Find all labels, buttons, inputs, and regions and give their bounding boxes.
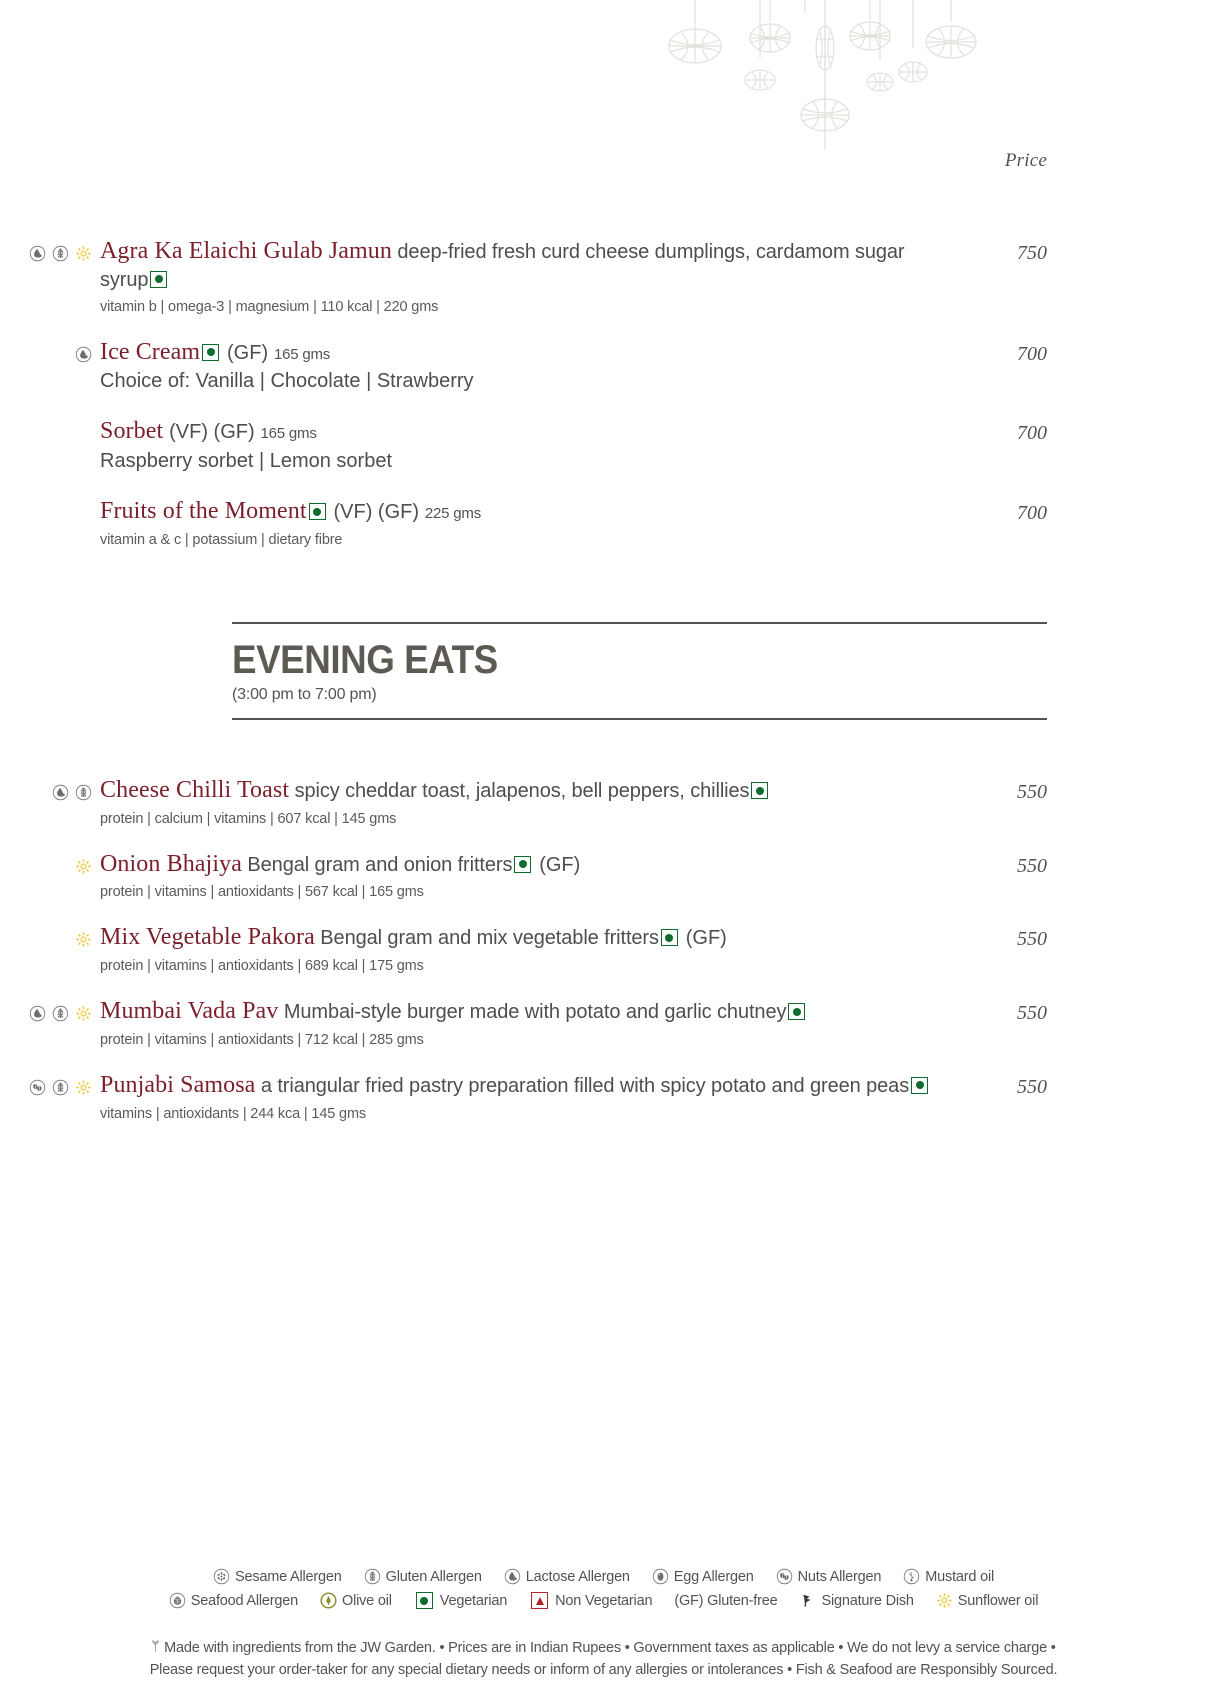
allergen-legend <box>0 1568 1207 1616</box>
menu-item-body <box>100 775 957 827</box>
dish-name: Punjabi Samosa <box>100 1071 256 1098</box>
dish-name: Onion Bhajiya <box>100 850 242 877</box>
legend-label: Sesame Allergen <box>235 1568 342 1585</box>
lactose-allergen-icon <box>52 784 69 801</box>
menu-item[interactable] <box>0 416 1047 474</box>
legend-item-non-vegetarian <box>529 1592 652 1609</box>
menu-item-body <box>100 416 957 474</box>
evening-eats-section-header <box>232 622 1047 720</box>
menu-item-icons <box>0 236 100 262</box>
vegetarian-mark <box>661 929 678 946</box>
menu-item-title-line <box>100 849 945 880</box>
lactose-allergen-icon <box>29 1005 46 1022</box>
vegetarian-mark <box>150 271 167 288</box>
menu-item-body <box>100 496 957 548</box>
legend-item-seafood-allergen <box>169 1592 298 1609</box>
menu-item-title-line <box>100 416 945 447</box>
vegetarian-mark <box>788 1003 805 1020</box>
legend-label: Mustard oil <box>925 1568 994 1585</box>
nuts-allergen-icon <box>776 1568 793 1585</box>
sesame-allergen-icon <box>213 1568 230 1585</box>
legend-item-mustard-oil <box>903 1568 994 1585</box>
menu-item-body <box>100 1070 957 1122</box>
menu-item[interactable] <box>0 849 1047 901</box>
gluten-allergen-icon <box>364 1568 381 1585</box>
menu-item-icons <box>0 496 100 505</box>
menu-item-nutrition: protein | vitamins | antioxidants | 567 kcal | 165 gms <box>100 884 424 901</box>
menu-item-title-line <box>100 236 945 294</box>
legend-label: Non Vegetarian <box>555 1592 653 1609</box>
footer-disclaimer <box>0 1638 1207 1681</box>
legend-label: Gluten Allergen <box>385 1568 482 1585</box>
menu-item-title-line <box>100 922 945 953</box>
dish-name: Fruits of the Moment <box>100 498 307 525</box>
menu-item-body <box>100 922 957 974</box>
signature-dish-icon <box>799 1592 816 1609</box>
legend-label: Lactose Allergen <box>525 1568 630 1585</box>
legend-row-secondary <box>0 1592 1207 1609</box>
section-rule-top <box>232 622 1047 624</box>
menu-item-icons <box>0 416 100 425</box>
menu-item-price: 700 <box>1017 422 1047 445</box>
menu-item-title-line <box>100 775 945 806</box>
dish-weight: 165 gms <box>273 345 331 363</box>
legend-label: Olive oil <box>342 1592 392 1609</box>
dish-name: Cheese Chilli Toast <box>100 777 290 803</box>
menu-item[interactable] <box>0 496 1047 548</box>
legend-label: Seafood Allergen <box>190 1592 299 1609</box>
menu-item-price: 550 <box>1017 781 1047 803</box>
disclaimer-line-1: Made with ingredients from the JW Garden. • Prices are in Indian Rupees • Government taxes as applicable • We do not levy a service charge • <box>0 1638 1207 1660</box>
legend-item-egg-allergen <box>652 1568 754 1585</box>
sunflower-oil-icon <box>936 1592 953 1609</box>
disclaimer-line-2: Please request your order-taker for any special dietary needs or inform of any allergies or intolerances • Fish & Seafood are Responsibly Sourced. <box>149 1662 1058 1679</box>
dish-description: spicy cheddar toast, jalapenos, bell peppers, chillies <box>289 780 750 802</box>
evening-eats-item-list <box>0 775 1047 1144</box>
lactose-allergen-icon <box>29 245 46 262</box>
menu-item-nutrition: protein | vitamins | antioxidants | 712 kcal | 285 gms <box>100 1031 424 1048</box>
menu-item-price: 550 <box>1017 854 1047 877</box>
nuts-allergen-icon <box>29 1079 46 1096</box>
menu-item-icons <box>0 775 100 801</box>
menu-item[interactable] <box>0 337 1047 395</box>
menu-item-body <box>100 996 957 1048</box>
menu-item[interactable] <box>0 1070 1047 1122</box>
legend-item-olive-oil <box>320 1592 392 1609</box>
gluten-allergen-icon <box>75 784 92 801</box>
gluten-allergen-icon <box>52 245 69 262</box>
menu-item-price: 550 <box>1017 1002 1047 1025</box>
vegetarian-mark <box>911 1077 928 1094</box>
section-title: EVENING EATS <box>232 638 498 682</box>
menu-item-nutrition: protein | calcium | vitamins | 607 kcal | 145 gms <box>100 810 397 827</box>
dish-weight: 225 gms <box>424 505 482 523</box>
dish-tags: (VF) (GF) <box>169 421 255 444</box>
menu-item-icons <box>0 1070 100 1096</box>
sunflower-oil-icon <box>75 245 92 262</box>
dish-tags: (GF) <box>539 853 581 876</box>
section-subtitle: (3:00 pm to 7:00 pm) <box>232 686 377 703</box>
menu-item-body <box>100 236 957 315</box>
menu-item-icons <box>0 922 100 948</box>
dish-description: Bengal gram and onion fritters <box>241 853 513 876</box>
legend-label: Egg Allergen <box>673 1568 754 1585</box>
mustard-oil-icon <box>903 1568 920 1585</box>
price-column-header: Price <box>1004 150 1047 171</box>
menu-item-price: 700 <box>1017 342 1047 365</box>
menu-item-price: 750 <box>1017 242 1047 264</box>
menu-item-icons <box>0 996 100 1022</box>
sunflower-oil-icon <box>75 858 92 875</box>
dish-name: Sorbet <box>100 418 164 445</box>
dish-name: Ice Cream <box>100 338 201 365</box>
sunflower-oil-icon <box>75 1005 92 1022</box>
menu-item-price: 700 <box>1017 502 1047 525</box>
menu-item-nutrition: protein | vitamins | antioxidants | 689 kcal | 175 gms <box>100 958 424 975</box>
legend-item-lactose-allergen <box>504 1568 630 1585</box>
sunflower-oil-icon <box>75 931 92 948</box>
menu-item-nutrition: vitamins | antioxidants | 244 kca | 145 gms <box>100 1105 366 1122</box>
egg-allergen-icon <box>652 1568 669 1585</box>
menu-item-choices: Raspberry sorbet | Lemon sorbet <box>100 450 393 473</box>
legend-label: Sunflower oil <box>957 1592 1039 1609</box>
vegetarian-mark <box>514 856 531 873</box>
menu-item-price: 550 <box>1017 1075 1047 1098</box>
olive-oil-icon <box>320 1592 337 1609</box>
vegetarian-mark <box>751 782 768 799</box>
dish-description: a triangular fried pastry preparation filled with spicy potato and green peas <box>255 1074 910 1097</box>
menu-item-icons <box>0 337 100 363</box>
menu-item-nutrition: vitamin a & c | potassium | dietary fibre <box>100 531 343 548</box>
legend-label: Vegetarian <box>439 1592 508 1609</box>
menu-item[interactable] <box>0 236 1047 315</box>
chandelier-lantern-illustration <box>655 0 1015 152</box>
legend-item-sesame-allergen <box>213 1568 342 1585</box>
vegetarian-mark <box>202 344 219 361</box>
dish-name: Mumbai Vada Pav <box>100 998 279 1025</box>
menu-item-nutrition: vitamin b | omega-3 | magnesium | 110 kcal | 220 gms <box>100 298 439 315</box>
dish-weight: 165 gms <box>260 425 317 443</box>
dish-tags: (GF) <box>227 341 269 364</box>
dish-description: Bengal gram and mix vegetable fritters <box>314 927 659 950</box>
dish-tags: (VF) (GF) <box>333 501 420 524</box>
menu-item-title-line <box>100 996 945 1027</box>
dish-description: deep-fried fresh curd cheese dumplings, cardamom sugar syrup <box>100 241 905 291</box>
legend-item-gluten-allergen <box>364 1568 482 1585</box>
menu-item-icons <box>0 849 100 875</box>
menu-item-body <box>100 849 957 901</box>
legend-item-nuts-allergen <box>776 1568 882 1585</box>
menu-item-title-line <box>100 337 945 368</box>
gluten-allergen-icon <box>52 1005 69 1022</box>
leaf-icon <box>151 1639 160 1660</box>
legend-row-primary <box>0 1568 1207 1585</box>
menu-item-title-line <box>100 496 945 527</box>
menu-item-price: 550 <box>1017 928 1047 951</box>
legend-label: Nuts Allergen <box>797 1568 882 1585</box>
dessert-item-list <box>0 236 1047 570</box>
seafood-allergen-icon <box>169 1592 186 1609</box>
legend-item-sunflower-oil <box>936 1592 1038 1609</box>
legend-item-signature-dish <box>799 1592 913 1609</box>
menu-item[interactable] <box>0 996 1047 1048</box>
section-rule-bottom <box>232 718 1047 720</box>
sunflower-oil-icon <box>75 1079 92 1096</box>
dish-name: Mix Vegetable Pakora <box>100 924 315 951</box>
dish-name: Agra Ka Elaichi Gulab Jamun <box>100 238 392 264</box>
gluten-allergen-icon <box>52 1079 69 1096</box>
dish-description: Mumbai-style burger made with potato and garlic chutney <box>278 1001 787 1024</box>
menu-item-title-line <box>100 1070 945 1101</box>
legend-item-gluten-free-text <box>674 1593 777 1609</box>
legend-item-vegetarian <box>414 1592 507 1609</box>
lactose-allergen-icon <box>75 346 92 363</box>
legend-label: (GF) Gluten-free <box>674 1592 778 1609</box>
menu-item-body <box>100 337 957 395</box>
menu-item[interactable] <box>0 922 1047 974</box>
menu-item-choices: Choice of: Vanilla | Chocolate | Strawberry <box>100 370 474 393</box>
menu-item[interactable] <box>0 775 1047 827</box>
lactose-allergen-icon <box>504 1568 521 1585</box>
legend-label: Signature Dish <box>821 1592 914 1609</box>
vegetarian-mark <box>309 503 326 520</box>
dish-tags: (GF) <box>685 927 727 950</box>
